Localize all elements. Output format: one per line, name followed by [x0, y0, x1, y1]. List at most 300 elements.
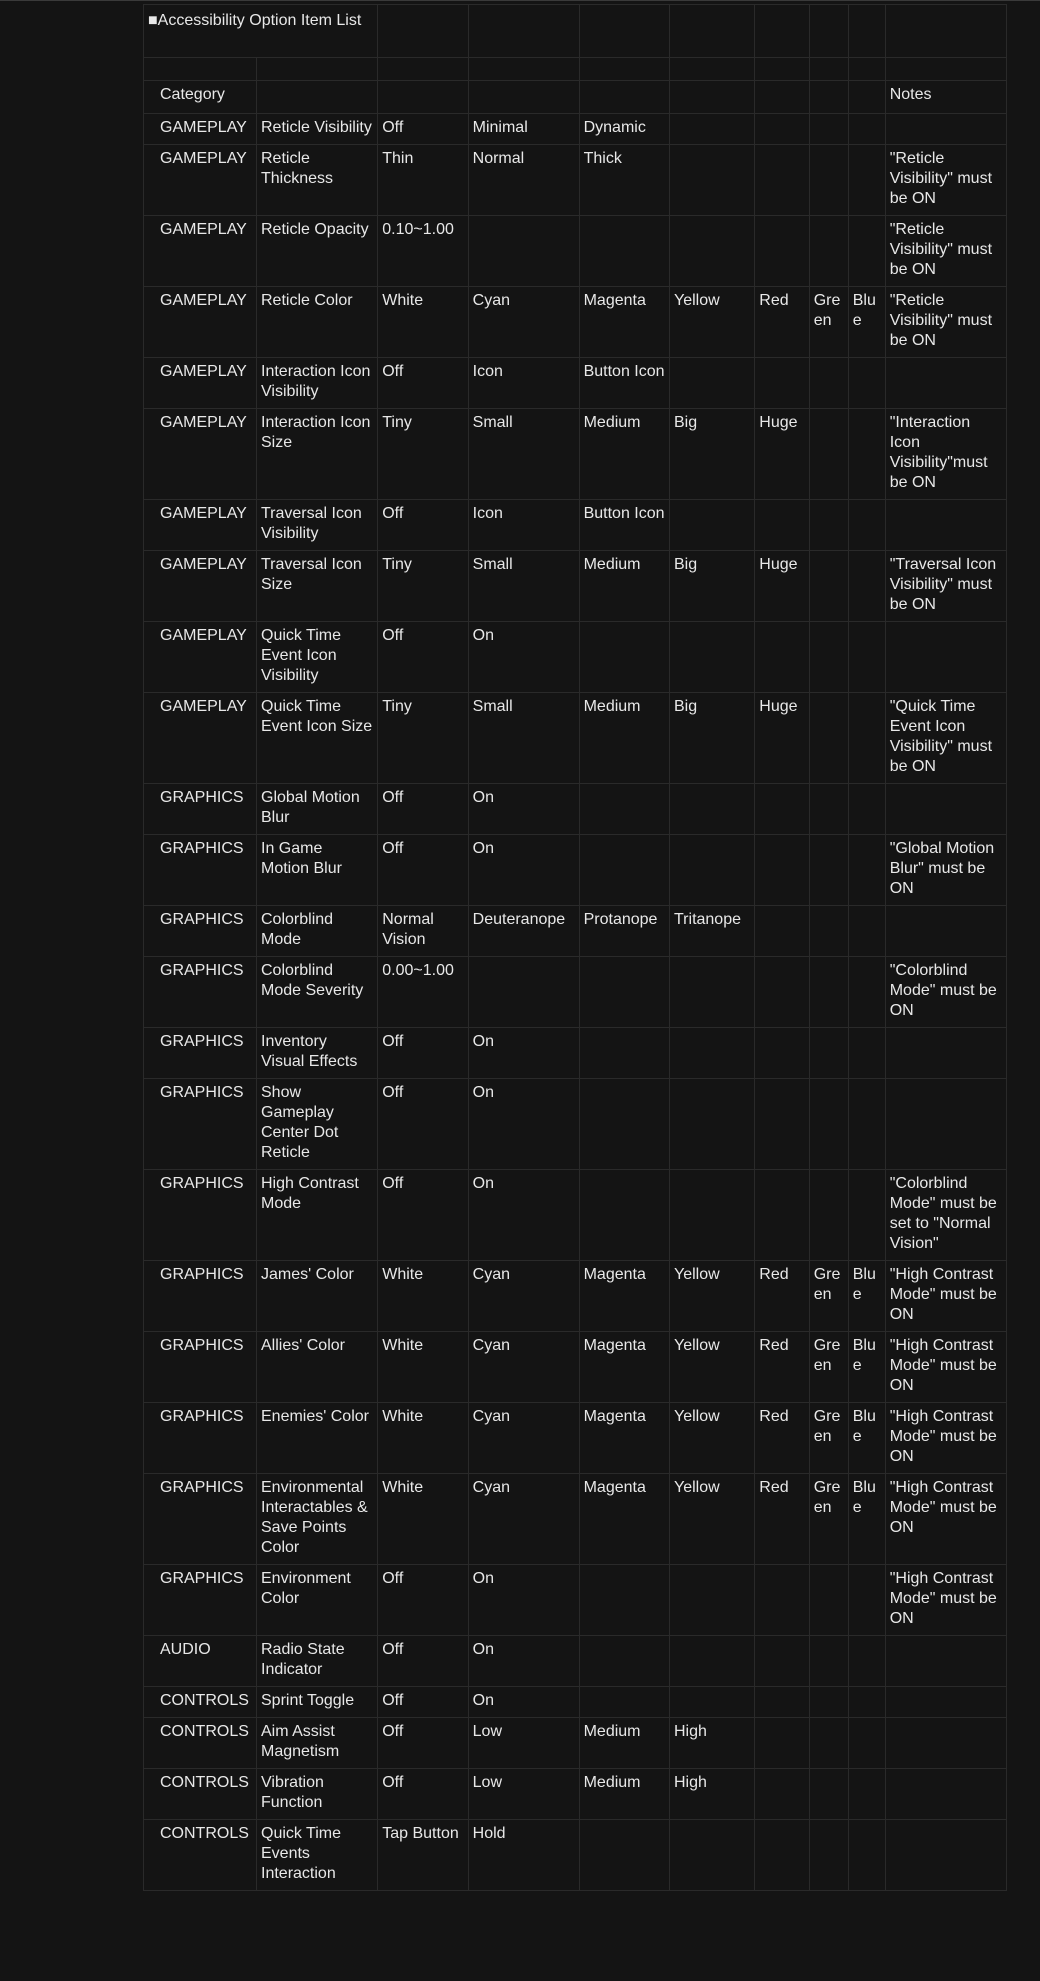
- row-category: CONTROLS: [144, 1718, 257, 1769]
- row-option-6: [809, 1820, 848, 1891]
- row-item: Colorblind Mode Severity: [257, 957, 378, 1028]
- row-option-1: White: [378, 1261, 468, 1332]
- row-option-7: [848, 114, 885, 145]
- row-option-2: Deuteranope: [468, 906, 579, 957]
- row-item: Environment Color: [257, 1565, 378, 1636]
- spacer-row: [144, 58, 1007, 81]
- row-category: GAMEPLAY: [144, 693, 257, 784]
- row-notes: "High Contrast Mode" must be ON: [885, 1403, 1006, 1474]
- row-option-1: Off: [378, 622, 468, 693]
- table-row: [144, 1028, 1007, 1079]
- row-notes: [885, 114, 1006, 145]
- row-option-1: 0.00~1.00: [378, 957, 468, 1028]
- row-category: AUDIO: [144, 1636, 257, 1687]
- row-notes: "Global Motion Blur" must be ON: [885, 835, 1006, 906]
- row-option-2: Small: [468, 409, 579, 500]
- row-item: In Game Motion Blur: [257, 835, 378, 906]
- row-option-7: Blue: [848, 1332, 885, 1403]
- row-option-2: Low: [468, 1769, 579, 1820]
- row-option-6: Green: [809, 1403, 848, 1474]
- row-option-2: Hold: [468, 1820, 579, 1891]
- row-notes: [885, 1820, 1006, 1891]
- row-option-1: White: [378, 1332, 468, 1403]
- row-option-2: On: [468, 784, 579, 835]
- row-option-2: Small: [468, 551, 579, 622]
- row-item: Interaction Icon Size: [257, 409, 378, 500]
- row-notes: "Traversal Icon Visibility" must be ON: [885, 551, 1006, 622]
- row-option-3: [579, 1687, 669, 1718]
- table-row: [144, 957, 1007, 1028]
- row-option-1: 0.10~1.00: [378, 216, 468, 287]
- row-option-3: Medium: [579, 409, 669, 500]
- title-row: [144, 5, 1007, 58]
- row-notes: "Reticle Visibility" must be ON: [885, 287, 1006, 358]
- table-row: [144, 1820, 1007, 1891]
- row-item: Quick Time Events Interaction: [257, 1820, 378, 1891]
- row-option-3: Medium: [579, 551, 669, 622]
- row-category: GAMEPLAY: [144, 358, 257, 409]
- row-option-5: [755, 1565, 809, 1636]
- row-option-6: Green: [809, 1332, 848, 1403]
- row-option-7: [848, 957, 885, 1028]
- row-option-4: [670, 216, 755, 287]
- row-option-4: [670, 622, 755, 693]
- row-option-2: Minimal: [468, 114, 579, 145]
- row-option-6: [809, 1718, 848, 1769]
- table-row: [144, 1403, 1007, 1474]
- row-notes: [885, 1687, 1006, 1718]
- row-item: Traversal Icon Size: [257, 551, 378, 622]
- row-option-6: Green: [809, 287, 848, 358]
- row-item: Quick Time Event Icon Size: [257, 693, 378, 784]
- row-option-7: [848, 1079, 885, 1170]
- row-option-7: [848, 551, 885, 622]
- row-option-3: [579, 622, 669, 693]
- row-option-3: [579, 784, 669, 835]
- row-option-4: Big: [670, 409, 755, 500]
- row-item: Colorblind Mode: [257, 906, 378, 957]
- row-option-7: [848, 1687, 885, 1718]
- row-category: GRAPHICS: [144, 1403, 257, 1474]
- row-option-5: [755, 1687, 809, 1718]
- row-option-6: [809, 1769, 848, 1820]
- row-option-3: Medium: [579, 1769, 669, 1820]
- row-option-3: Medium: [579, 1718, 669, 1769]
- row-item: Radio State Indicator: [257, 1636, 378, 1687]
- row-option-4: Big: [670, 551, 755, 622]
- row-category: GRAPHICS: [144, 1170, 257, 1261]
- row-notes: [885, 906, 1006, 957]
- row-option-7: Blue: [848, 1403, 885, 1474]
- row-option-5: Red: [755, 287, 809, 358]
- row-option-4: High: [670, 1769, 755, 1820]
- row-option-4: [670, 1687, 755, 1718]
- row-option-5: [755, 906, 809, 957]
- row-option-7: [848, 622, 885, 693]
- row-category: GRAPHICS: [144, 1565, 257, 1636]
- row-option-2: Low: [468, 1718, 579, 1769]
- row-option-1: Off: [378, 1170, 468, 1261]
- row-item: Enemies' Color: [257, 1403, 378, 1474]
- row-item: Traversal Icon Visibility: [257, 500, 378, 551]
- row-option-2: On: [468, 1028, 579, 1079]
- notes-header: Notes: [885, 81, 1006, 114]
- row-option-5: [755, 114, 809, 145]
- row-option-4: [670, 1028, 755, 1079]
- row-notes: [885, 1769, 1006, 1820]
- row-option-2: On: [468, 835, 579, 906]
- row-option-4: Yellow: [670, 287, 755, 358]
- row-item: Quick Time Event Icon Visibility: [257, 622, 378, 693]
- table-row: [144, 1687, 1007, 1718]
- row-option-1: Off: [378, 784, 468, 835]
- row-item: Reticle Visibility: [257, 114, 378, 145]
- row-option-4: [670, 145, 755, 216]
- table-row: [144, 1636, 1007, 1687]
- row-option-6: [809, 1687, 848, 1718]
- row-option-1: Off: [378, 1028, 468, 1079]
- row-option-5: Huge: [755, 693, 809, 784]
- row-option-3: [579, 1565, 669, 1636]
- row-option-1: White: [378, 1474, 468, 1565]
- row-option-1: Tiny: [378, 551, 468, 622]
- row-option-5: Red: [755, 1403, 809, 1474]
- row-notes: [885, 622, 1006, 693]
- row-category: GRAPHICS: [144, 957, 257, 1028]
- row-notes: [885, 1718, 1006, 1769]
- table-row: [144, 1079, 1007, 1170]
- row-option-5: [755, 216, 809, 287]
- row-category: GRAPHICS: [144, 1079, 257, 1170]
- row-option-4: Yellow: [670, 1474, 755, 1565]
- row-option-6: [809, 622, 848, 693]
- row-option-1: Off: [378, 1079, 468, 1170]
- row-notes: "Reticle Visibility" must be ON: [885, 216, 1006, 287]
- category-header: Category: [144, 81, 257, 114]
- row-option-1: White: [378, 287, 468, 358]
- row-option-5: [755, 1769, 809, 1820]
- row-option-4: [670, 957, 755, 1028]
- row-option-1: Off: [378, 1565, 468, 1636]
- top-divider: [0, 0, 1040, 1]
- table-row: [144, 1474, 1007, 1565]
- row-option-5: Huge: [755, 551, 809, 622]
- row-option-6: [809, 500, 848, 551]
- row-option-3: [579, 835, 669, 906]
- row-item: Aim Assist Magnetism: [257, 1718, 378, 1769]
- table-row: [144, 287, 1007, 358]
- row-option-3: Thick: [579, 145, 669, 216]
- table-row: [144, 693, 1007, 784]
- row-option-1: Tiny: [378, 409, 468, 500]
- row-option-2: On: [468, 1170, 579, 1261]
- row-notes: "Reticle Visibility" must be ON: [885, 145, 1006, 216]
- row-category: GRAPHICS: [144, 835, 257, 906]
- table-row: [144, 1769, 1007, 1820]
- row-option-4: [670, 835, 755, 906]
- row-option-3: [579, 216, 669, 287]
- row-option-2: Cyan: [468, 1261, 579, 1332]
- row-item: Reticle Thickness: [257, 145, 378, 216]
- row-option-5: [755, 1820, 809, 1891]
- row-option-7: [848, 358, 885, 409]
- row-option-2: On: [468, 1565, 579, 1636]
- row-notes: [885, 358, 1006, 409]
- row-option-3: Magenta: [579, 1261, 669, 1332]
- row-option-5: Huge: [755, 409, 809, 500]
- row-option-3: Medium: [579, 693, 669, 784]
- row-option-5: Red: [755, 1332, 809, 1403]
- row-option-2: On: [468, 1636, 579, 1687]
- row-option-4: [670, 114, 755, 145]
- row-option-5: [755, 784, 809, 835]
- row-option-4: [670, 784, 755, 835]
- row-category: GAMEPLAY: [144, 114, 257, 145]
- row-notes: "High Contrast Mode" must be ON: [885, 1474, 1006, 1565]
- row-option-7: Blue: [848, 1474, 885, 1565]
- row-option-5: Red: [755, 1474, 809, 1565]
- row-option-3: Button Icon: [579, 358, 669, 409]
- row-category: GAMEPLAY: [144, 216, 257, 287]
- row-item: James' Color: [257, 1261, 378, 1332]
- row-option-3: [579, 1028, 669, 1079]
- row-category: CONTROLS: [144, 1820, 257, 1891]
- row-option-3: Magenta: [579, 1474, 669, 1565]
- table-title: ■Accessibility Option Item List: [144, 5, 378, 58]
- row-option-3: Button Icon: [579, 500, 669, 551]
- row-category: CONTROLS: [144, 1769, 257, 1820]
- row-category: GAMEPLAY: [144, 409, 257, 500]
- table-row: [144, 358, 1007, 409]
- row-item: Vibration Function: [257, 1769, 378, 1820]
- row-option-6: [809, 1079, 848, 1170]
- row-option-1: Tiny: [378, 693, 468, 784]
- table-row: [144, 622, 1007, 693]
- row-item: High Contrast Mode: [257, 1170, 378, 1261]
- table-row: [144, 551, 1007, 622]
- row-option-1: Off: [378, 835, 468, 906]
- row-option-7: [848, 1769, 885, 1820]
- row-item: Environmental Interactables & Save Points Color: [257, 1474, 378, 1565]
- table-row: [144, 906, 1007, 957]
- row-option-7: [848, 1565, 885, 1636]
- row-option-7: [848, 1636, 885, 1687]
- row-option-4: Yellow: [670, 1403, 755, 1474]
- row-option-7: [848, 409, 885, 500]
- row-option-6: [809, 693, 848, 784]
- row-option-5: [755, 1028, 809, 1079]
- row-notes: [885, 1028, 1006, 1079]
- table-row: [144, 1718, 1007, 1769]
- row-option-7: [848, 1170, 885, 1261]
- row-option-6: Green: [809, 1474, 848, 1565]
- row-notes: "High Contrast Mode" must be ON: [885, 1261, 1006, 1332]
- row-option-6: [809, 835, 848, 906]
- row-category: GRAPHICS: [144, 1332, 257, 1403]
- row-item: Reticle Opacity: [257, 216, 378, 287]
- row-notes: "Colorblind Mode" must be ON: [885, 957, 1006, 1028]
- row-option-6: [809, 1636, 848, 1687]
- row-option-4: [670, 1565, 755, 1636]
- row-notes: "High Contrast Mode" must be ON: [885, 1565, 1006, 1636]
- table-row: [144, 145, 1007, 216]
- row-option-2: [468, 216, 579, 287]
- row-option-6: [809, 551, 848, 622]
- row-option-6: [809, 957, 848, 1028]
- row-notes: "Colorblind Mode" must be set to "Normal Vision": [885, 1170, 1006, 1261]
- row-option-4: Tritanope: [670, 906, 755, 957]
- row-option-1: Normal Vision: [378, 906, 468, 957]
- row-option-3: [579, 957, 669, 1028]
- row-option-4: [670, 1079, 755, 1170]
- row-item: Allies' Color: [257, 1332, 378, 1403]
- row-option-2: Normal: [468, 145, 579, 216]
- row-option-7: [848, 906, 885, 957]
- row-notes: [885, 500, 1006, 551]
- row-category: CONTROLS: [144, 1687, 257, 1718]
- row-option-2: Icon: [468, 358, 579, 409]
- row-option-2: [468, 957, 579, 1028]
- row-category: GRAPHICS: [144, 1028, 257, 1079]
- row-item: Global Motion Blur: [257, 784, 378, 835]
- row-option-2: On: [468, 1687, 579, 1718]
- row-item: Sprint Toggle: [257, 1687, 378, 1718]
- row-option-6: Green: [809, 1261, 848, 1332]
- row-option-1: Tap Button: [378, 1820, 468, 1891]
- accessibility-options-table: [143, 4, 1007, 1891]
- row-option-4: Yellow: [670, 1332, 755, 1403]
- row-option-5: [755, 957, 809, 1028]
- row-option-6: [809, 1565, 848, 1636]
- row-option-5: [755, 1718, 809, 1769]
- header-row: [144, 81, 1007, 114]
- row-option-2: On: [468, 622, 579, 693]
- row-category: GAMEPLAY: [144, 551, 257, 622]
- row-option-1: Off: [378, 114, 468, 145]
- row-option-4: [670, 1820, 755, 1891]
- table-row: [144, 835, 1007, 906]
- row-option-2: Cyan: [468, 1332, 579, 1403]
- row-option-1: Off: [378, 358, 468, 409]
- row-option-4: Big: [670, 693, 755, 784]
- row-option-5: [755, 1636, 809, 1687]
- row-option-7: Blue: [848, 1261, 885, 1332]
- row-item: Interaction Icon Visibility: [257, 358, 378, 409]
- row-option-2: Cyan: [468, 1403, 579, 1474]
- row-option-5: [755, 622, 809, 693]
- row-item: Reticle Color: [257, 287, 378, 358]
- row-option-6: [809, 114, 848, 145]
- row-category: GAMEPLAY: [144, 287, 257, 358]
- row-option-6: [809, 1170, 848, 1261]
- table-row: [144, 216, 1007, 287]
- row-option-1: Off: [378, 1687, 468, 1718]
- row-option-5: [755, 500, 809, 551]
- table-row: [144, 784, 1007, 835]
- row-option-5: [755, 358, 809, 409]
- row-option-3: [579, 1079, 669, 1170]
- row-item: Inventory Visual Effects: [257, 1028, 378, 1079]
- row-option-4: High: [670, 1718, 755, 1769]
- row-option-3: Dynamic: [579, 114, 669, 145]
- row-option-2: On: [468, 1079, 579, 1170]
- row-option-5: [755, 1170, 809, 1261]
- row-option-5: [755, 145, 809, 216]
- row-option-5: [755, 1079, 809, 1170]
- row-option-3: Magenta: [579, 287, 669, 358]
- row-option-4: [670, 358, 755, 409]
- row-category: GRAPHICS: [144, 1261, 257, 1332]
- table-row: [144, 114, 1007, 145]
- row-option-4: [670, 1170, 755, 1261]
- row-option-5: [755, 835, 809, 906]
- row-notes: "Interaction Icon Visibility"must be ON: [885, 409, 1006, 500]
- row-option-3: [579, 1170, 669, 1261]
- row-option-7: [848, 216, 885, 287]
- row-category: GAMEPLAY: [144, 622, 257, 693]
- row-option-1: Off: [378, 1769, 468, 1820]
- row-category: GRAPHICS: [144, 784, 257, 835]
- row-option-6: [809, 784, 848, 835]
- row-option-7: [848, 784, 885, 835]
- row-option-2: Icon: [468, 500, 579, 551]
- row-option-6: [809, 1028, 848, 1079]
- row-option-4: Yellow: [670, 1261, 755, 1332]
- row-option-2: Small: [468, 693, 579, 784]
- row-option-1: Off: [378, 500, 468, 551]
- row-option-3: Protanope: [579, 906, 669, 957]
- row-option-3: [579, 1820, 669, 1891]
- row-option-4: [670, 1636, 755, 1687]
- row-option-2: Cyan: [468, 1474, 579, 1565]
- table-row: [144, 1170, 1007, 1261]
- row-option-4: [670, 500, 755, 551]
- row-option-6: [809, 145, 848, 216]
- row-category: GAMEPLAY: [144, 500, 257, 551]
- row-option-3: Magenta: [579, 1403, 669, 1474]
- row-option-7: [848, 500, 885, 551]
- row-notes: "High Contrast Mode" must be ON: [885, 1332, 1006, 1403]
- row-category: GRAPHICS: [144, 1474, 257, 1565]
- row-option-6: [809, 906, 848, 957]
- row-item: Show Gameplay Center Dot Reticle: [257, 1079, 378, 1170]
- table-row: [144, 500, 1007, 551]
- row-option-7: [848, 693, 885, 784]
- row-notes: [885, 1079, 1006, 1170]
- row-option-6: [809, 409, 848, 500]
- row-option-6: [809, 216, 848, 287]
- row-notes: [885, 1636, 1006, 1687]
- row-option-1: White: [378, 1403, 468, 1474]
- row-option-1: Off: [378, 1636, 468, 1687]
- table-row: [144, 1565, 1007, 1636]
- row-option-6: [809, 358, 848, 409]
- row-option-3: [579, 1636, 669, 1687]
- row-option-7: [848, 1028, 885, 1079]
- row-option-7: [848, 1820, 885, 1891]
- row-option-7: Blue: [848, 287, 885, 358]
- table-row: [144, 1332, 1007, 1403]
- row-category: GAMEPLAY: [144, 145, 257, 216]
- row-option-2: Cyan: [468, 287, 579, 358]
- row-category: GRAPHICS: [144, 906, 257, 957]
- row-option-1: Off: [378, 1718, 468, 1769]
- row-notes: [885, 784, 1006, 835]
- row-option-3: Magenta: [579, 1332, 669, 1403]
- row-option-1: Thin: [378, 145, 468, 216]
- row-option-7: [848, 145, 885, 216]
- row-option-5: Red: [755, 1261, 809, 1332]
